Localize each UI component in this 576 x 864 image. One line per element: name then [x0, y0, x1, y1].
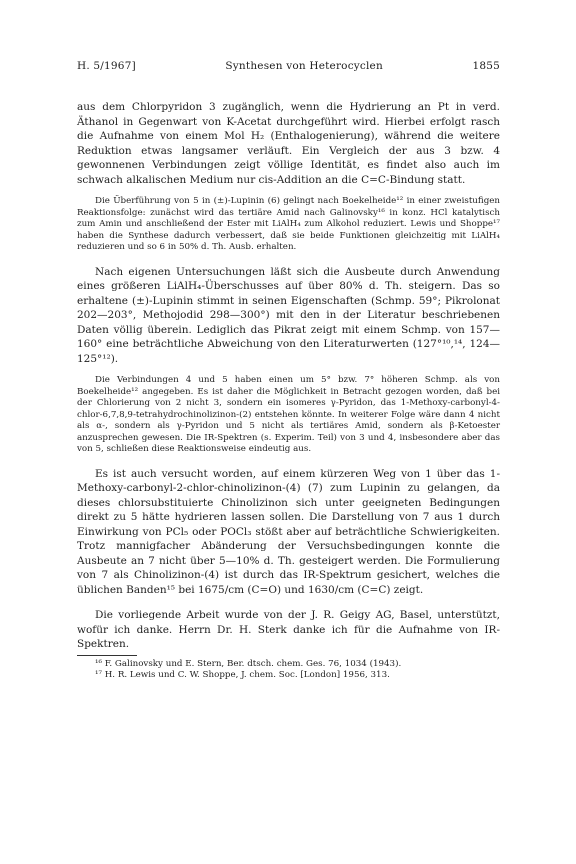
small-paragraph-1: Die Überführung von 5 in (±)-Lupinin (6) gelingt nach Boekelheide¹² in einer zweistufigen Reaktionsfolge: zunächst wird das tertiäre Amid nach Galinovsky¹⁶ in konz. HCl katalytisch zum Amin und anschließend der Ester mit LiAlH₄ zum Alkohol reduziert. Lewis und Shoppe¹⁷ haben die Synthese dadurch verbessert, daß sie beide Funktionen gleichzeitig mit LiAlH₄ reduzieren und so 6 in 50% d. Th. Ausb. erhalten. [77, 196, 500, 252]
footnote-divider [77, 655, 137, 656]
body-paragraph-1: aus dem Chlorpyridon 3 zugänglich, wenn die Hydrierung an Pt in verd. Äthanol in Gegenwart von K-Acetat durchgeführt wird. Hierbei erfolgt rasch die Aufnahme von einem Mol H₂ (Enthalogenierung), während die weitere Reduktion etwas langsamer verläuft. Ein Vergleich der aus 3 bzw. 4 gewonnenen Verbindungen zeigt völlige Identität, es findet also auch im schwach alkalischen Medium nur cis-Addition an die C=C-Bindung statt. [77, 101, 500, 186]
footnote-17: ¹⁷ H. R. Lewis und C. W. Shoppe, J. chem. Soc. [London] 1956, 313. [95, 670, 390, 680]
header-page-number: 1855 [472, 60, 500, 72]
header-issue: H. 5/1967] [77, 60, 136, 72]
body-paragraph-4: Die vorliegende Arbeit wurde von der J. R. Geigy AG, Basel, unterstützt, wofür ich danke. Herrn Dr. H. Sterk danke ich für die Aufnahme von IR-Spektren. [77, 609, 500, 650]
body-paragraph-3: Es ist auch versucht worden, auf einem kürzeren Weg von 1 über das 1-Methoxy-carbonyl-2-chlor-chinolizinon-(4) (7) zum Lupinin zu gelangen, da dieses chlorsubstituierte Chinolizinon sich unter geeigneten Bedingungen direkt zu 5 hätte hydrieren lassen sollen. Die Darstellung von 7 aus 1 durch Einwirkung von PCl₅ oder POCl₃ stößt aber auf beträchtliche Schwierigkeiten. Trotz mannigfacher Abänderung der Versuchsbedingungen konnte die Ausbeute an 7 nicht über 5—10% d. Th. gesteigert werden. Die Formulierung von 7 als Chinolizinon-(4) ist durch das IR-Spektrum gesichert, welches die üblichen Banden¹⁵ bei 1675/cm (C=O) und 1630/cm (C=C) zeigt. [77, 467, 500, 596]
body-paragraph-2: Nach eigenen Untersuchungen läßt sich die Ausbeute durch Anwendung eines größeren LiAlH₄-Überschusses auf über 80% d. Th. steigern. Das so erhaltene (±)-Lupinin stimmt in seinen Eigenschaften (Schmp. 59°; Pikrolonat 202—203°, Methojodid 298—300°) mit den in der Literatur beschriebenen Daten völlig überein. Lediglich das Pikrat zeigt mit einem Schmp. von 157—160° eine beträchtliche Abweichung von den Literaturwerten (127°¹⁰,¹⁴, 124—125°¹²). [77, 265, 500, 365]
small-paragraph-2: Die Verbindungen 4 und 5 haben einen um 5° bzw. 7° höheren Schmp. als von Boekelheide¹² angegeben. Es ist daher die Möglichkeit in Betracht gezogen worden, daß bei der Chlorierung von 2 nicht 3, sondern ein isomeres γ-Pyridon, das 1-Methoxy-carbonyl-4-chlor-6,7,8,9-tetrahydrochinolizinon-(2) entstehen könnte. In weiterer Folge wäre dann 4 nicht als α-, sondern als γ-Pyridon und 5 nicht als tertiäres Amid, sondern als β-Ketoester anzusprechen gewesen. Die IR-Spektren (s. Experim. Teil) von 3 und 4, insbesondere aber das von 5, schließen diese Reaktionsweise eindeutig aus. [77, 375, 500, 454]
footnote-16: ¹⁶ F. Galinovsky und E. Stern, Ber. dtsch. chem. Ges. 76, 1034 (1943). [95, 658, 402, 669]
header-title: Synthesen von Heterocyclen [225, 60, 383, 72]
running-header [77, 60, 500, 78]
